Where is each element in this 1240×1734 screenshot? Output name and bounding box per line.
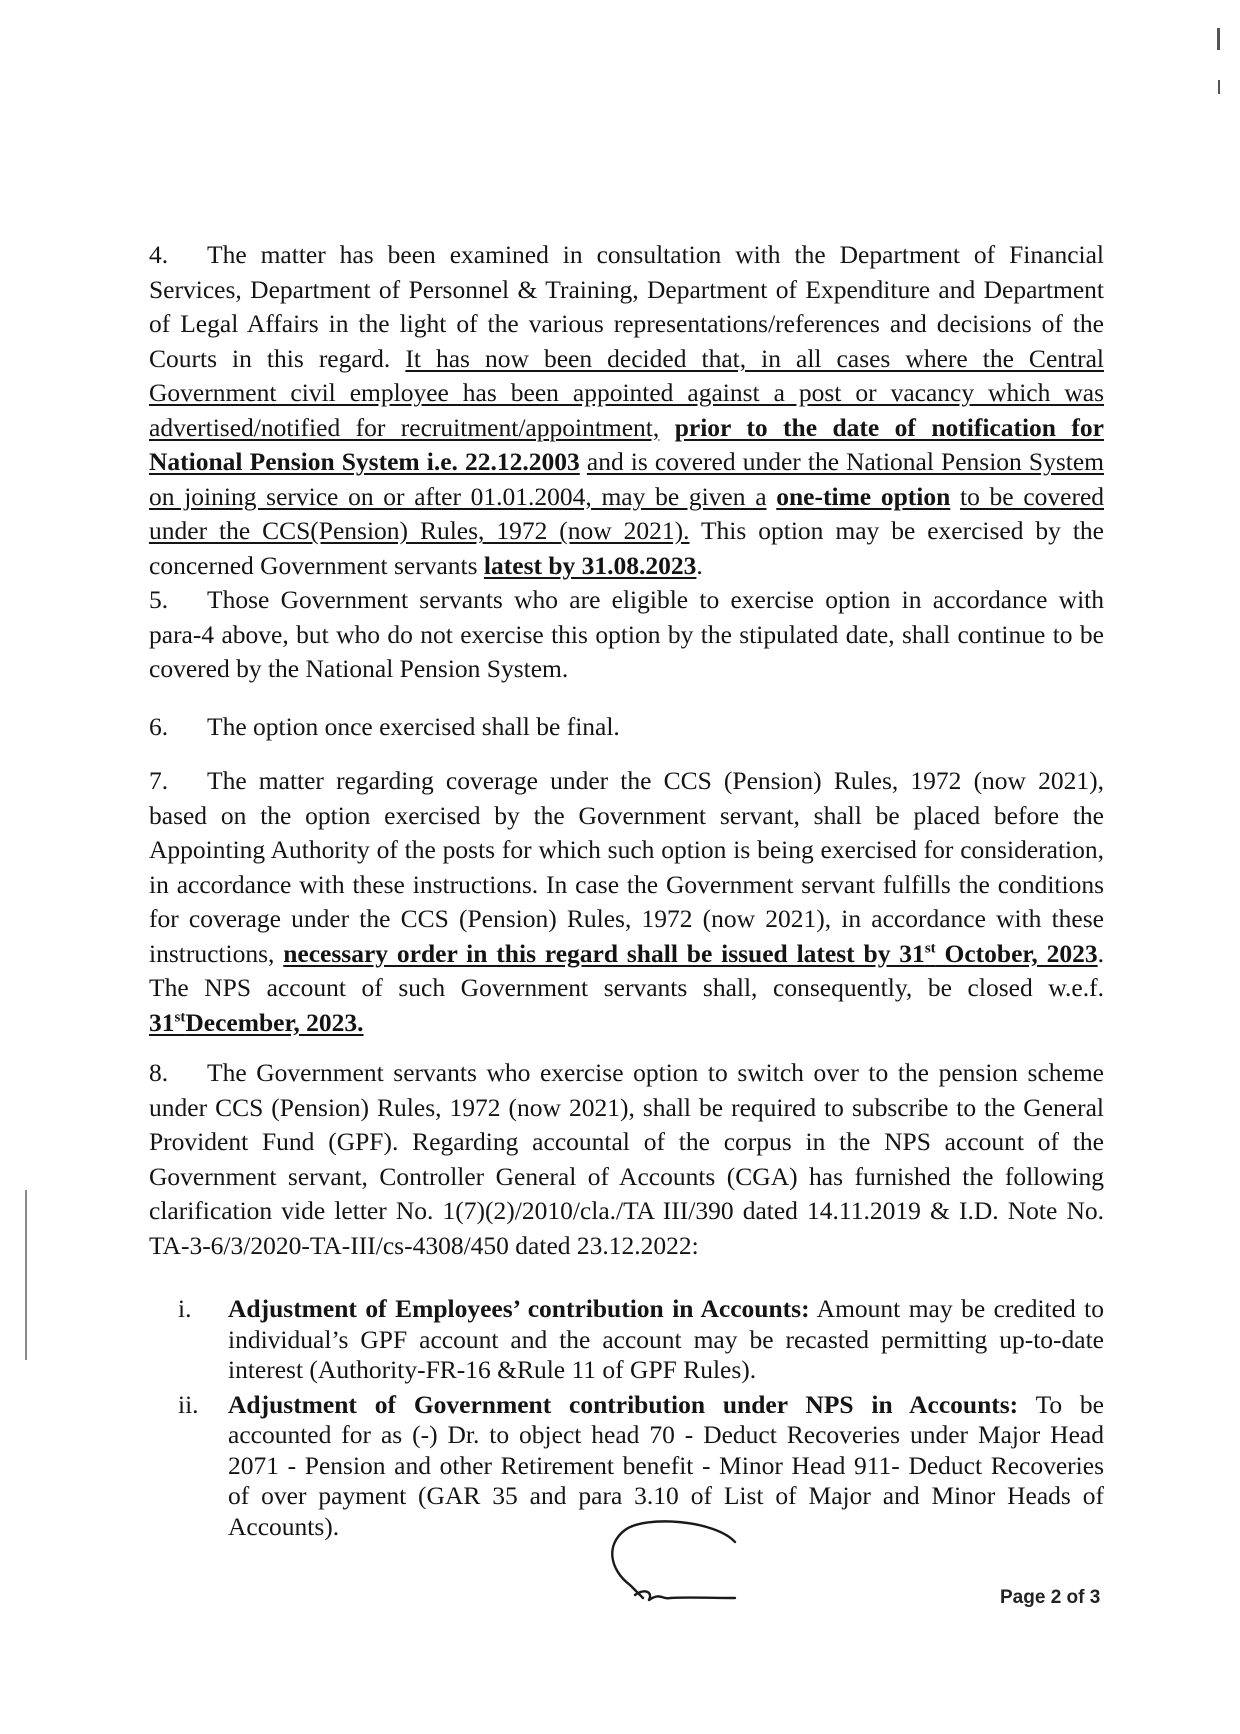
paragraph-number: 8. <box>149 1058 169 1087</box>
bold-underlined-text <box>283 939 1097 968</box>
paragraph-text: . <box>696 550 703 580</box>
bold-underlined-text: one-time option <box>776 481 951 511</box>
closure-date <box>149 1008 364 1037</box>
underlined-text: to be covered under the CCS(Pension) Rules, 1972 (now 2021). <box>149 481 1105 545</box>
paragraph-text: This option may be exercised by the concerned Government servants <box>149 516 1104 580</box>
closure-month-year: December, 2023. <box>185 1007 364 1037</box>
paragraph-number: 6. <box>149 712 169 741</box>
paragraph-text: The matter regarding coverage under the CCS (Pension) Rules, 1972 (now 2021), based on the option exercised by the Government servant, shall be placed before the Appointing Authority of the posts for which such option is being exercised for consideration, in accordance with these instructions. In case the Government servant fulfills the conditions for coverage under the CCS (Pension) Rules, 1972 (now 2021), in accordance with these instructions, <box>149 766 1104 968</box>
paragraph-number: 7. <box>149 766 169 795</box>
list-heading: Adjustment of Employees’ contribution in Accounts: <box>228 1294 810 1323</box>
deadline-date: latest by 31.08.2023 <box>483 550 697 580</box>
underlined-text: and is covered under the National Pension System on joining service on or after 01.01.2004, may be given a <box>149 447 1104 511</box>
list-text: To be accounted for as (-) Dr. to object head 70 - Deduct Recoveries under Major Head 2071 - Pension and other Retirement benefit - Minor Head 911- Deduct Recoveries of over payment (GAR 35 and para 3.10 of List of Major and Minor Heads of Accounts). <box>228 1389 1105 1541</box>
order-deadline-text: necessary order in this regard shall be issued latest by 31 <box>283 938 925 968</box>
list-numeral: ii. <box>178 1389 199 1419</box>
paragraph-text: The matter has been examined in consultation with the Department of Financial Services, Department of Personnel & Training, Department of Expenditure and Department of Legal Affairs in the light of the various representations/references and decisions of the Courts in this regard. <box>149 240 1104 373</box>
list-heading: Adjustment of Government contribution under NPS in Accounts: <box>228 1389 1019 1419</box>
order-deadline-date: October, 2023 <box>944 938 1098 968</box>
paragraph-text: . The NPS account of such Government servants shall, consequently, be closed w.e.f. <box>149 938 1104 1002</box>
paragraph-6 <box>149 710 1104 745</box>
list-text: Amount may be credited to individual’s GPF account and the account may be recasted permitting up-to-date interest (Authority-FR-16 &Rule 11 of GPF Rules). <box>228 1294 1104 1384</box>
paragraph-text: The option once exercised shall be final. <box>207 712 620 741</box>
list-item <box>160 1294 1104 1386</box>
underlined-text: It has now been decided that, in all cases where the Central Government civil employee has been appointed against a post or vacancy which was advertised/notified for recruitment/appointment, <box>149 343 1104 442</box>
paragraph-text: Those Government servants who are eligible to exercise option in accordance with para-4 above, but who do not exercise this option by the stipulated date, shall continue to be covered by the National Pension System. <box>149 585 1104 683</box>
scan-edge-mark <box>1217 28 1220 50</box>
page-number: Page 2 of 3 <box>1000 1587 1101 1608</box>
paragraph-number: 5. <box>149 585 169 614</box>
closure-day: 31 <box>149 1007 175 1037</box>
scan-edge-mark <box>1218 80 1220 94</box>
paragraph-text: The Government servants who exercise option to switch over to the pension scheme under CCS (Pension) Rules, 1972 (now 2021), shall be required to subscribe to the General Provident Fund (GPF). Regarding accountal of the corpus in the NPS account of the Government servant, Controller General of Accounts (CGA) has furnished the following clarification vide letter No. 1(7)(2)/2010/cla./TA III/390 dated 14.11.2019 & I.D. Note No. TA-3-6/3/2020-TA-III/cs-4308/450 dated 23.12.2022: <box>149 1058 1104 1260</box>
ordinal-suffix: st <box>924 940 936 956</box>
paragraph-number: 4. <box>149 240 169 269</box>
ordinal-suffix: st <box>174 1009 186 1025</box>
paragraph-5 <box>149 583 1104 687</box>
paragraph-4 <box>149 238 1104 583</box>
paragraph-8 <box>149 1056 1104 1263</box>
bold-underlined-text: prior to the date of notification for National Pension System i.e. 22.12.2003 <box>149 412 1104 476</box>
signature <box>605 1500 755 1610</box>
scan-edge-mark <box>25 1190 27 1360</box>
list-numeral: i. <box>178 1294 192 1323</box>
paragraph-7 <box>149 764 1104 1040</box>
